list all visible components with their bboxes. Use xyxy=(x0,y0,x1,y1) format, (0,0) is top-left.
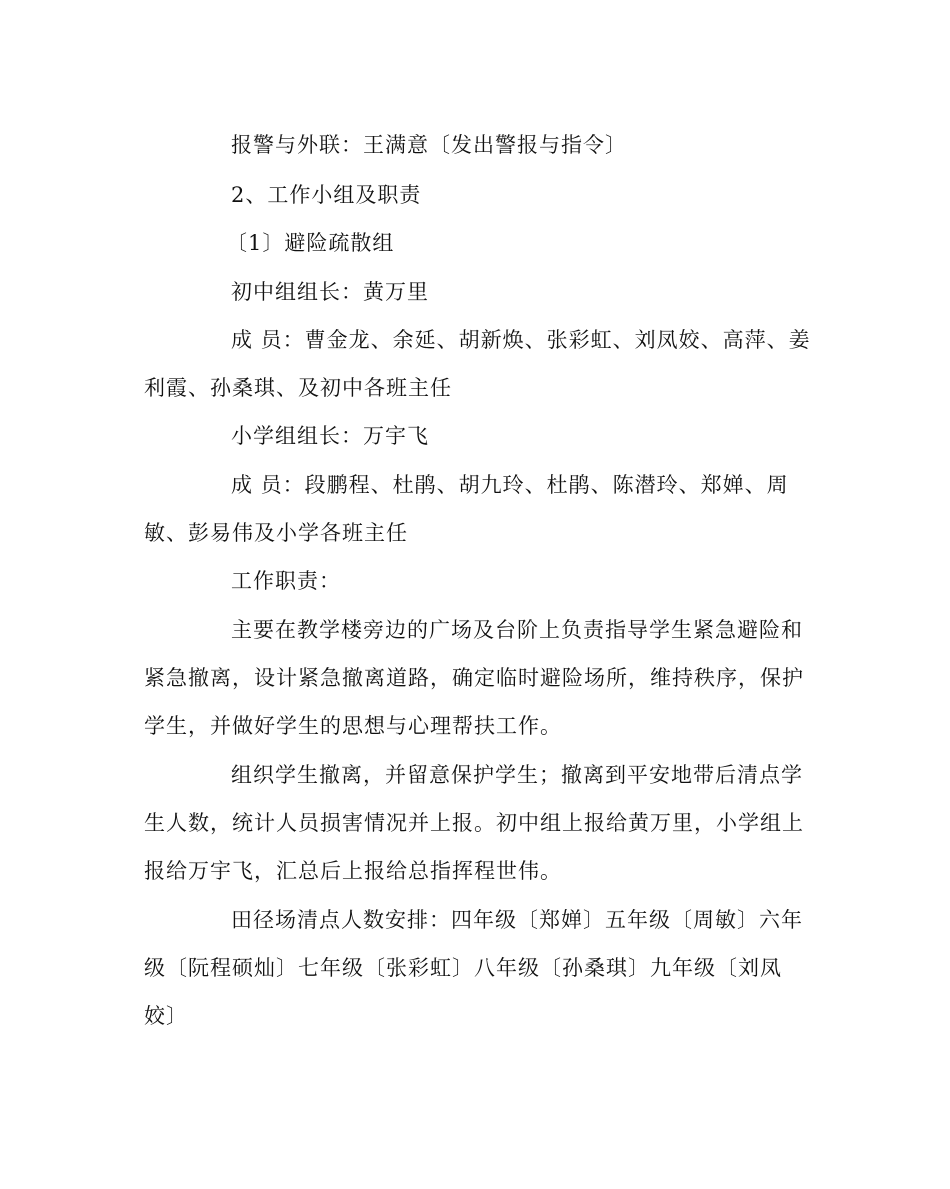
middle-school-members-cont: 利霞、孙桑琪、及初中各班主任 xyxy=(144,376,452,400)
paragraph-line: 姣〕 xyxy=(144,1004,188,1028)
primary-school-members-cont: 敏、彭易伟及小学各班主任 xyxy=(144,521,408,545)
paragraph-line: 学生，并做好学生的思想与心理帮扶工作。 xyxy=(144,714,562,738)
paragraph-line: 主要在教学楼旁边的广场及台阶上负责指导学生紧急避险和 xyxy=(231,618,803,642)
paragraph-line: 报给万宇飞，汇总后上报给总指挥程世伟。 xyxy=(144,859,562,883)
paragraph-line: 紧急撤离，设计紧急撤离道路，确定临时避险场所，维持秩序，保护 xyxy=(144,666,804,690)
paragraph-line: 级〔阮程硕灿〕七年级〔张彩虹〕八年级〔孙桑琪〕九年级〔刘凤 xyxy=(144,956,782,980)
paragraph-line: 组织学生撤离，并留意保护学生；撤离到平安地带后清点学 xyxy=(231,763,803,787)
primary-school-leader: 小学组组长：万宇飞 xyxy=(231,424,429,448)
subsection-heading: 〔1〕避险疏散组 xyxy=(226,231,395,255)
primary-school-members: 成 员：段鹏程、杜鹃、胡九玲、杜鹃、陈潜玲、郑婵、周 xyxy=(231,473,789,497)
paragraph-line: 生人数，统计人员损害情况并上报。初中组上报给黄万里，小学组上 xyxy=(144,811,804,835)
middle-school-leader: 初中组组长：黄万里 xyxy=(231,280,429,304)
section-heading: 2、工作小组及职责 xyxy=(231,183,422,207)
paragraph-line: 田径场清点人数安排：四年级〔郑婵〕五年级〔周敏〕六年 xyxy=(231,908,803,932)
duties-heading: 工作职责： xyxy=(231,569,341,593)
middle-school-members: 成 员：曹金龙、余延、胡新焕、张彩虹、刘凤姣、高萍、姜 xyxy=(231,328,811,352)
alarm-liaison-line: 报警与外联：王满意〔发出警报与指令〕 xyxy=(231,133,627,157)
